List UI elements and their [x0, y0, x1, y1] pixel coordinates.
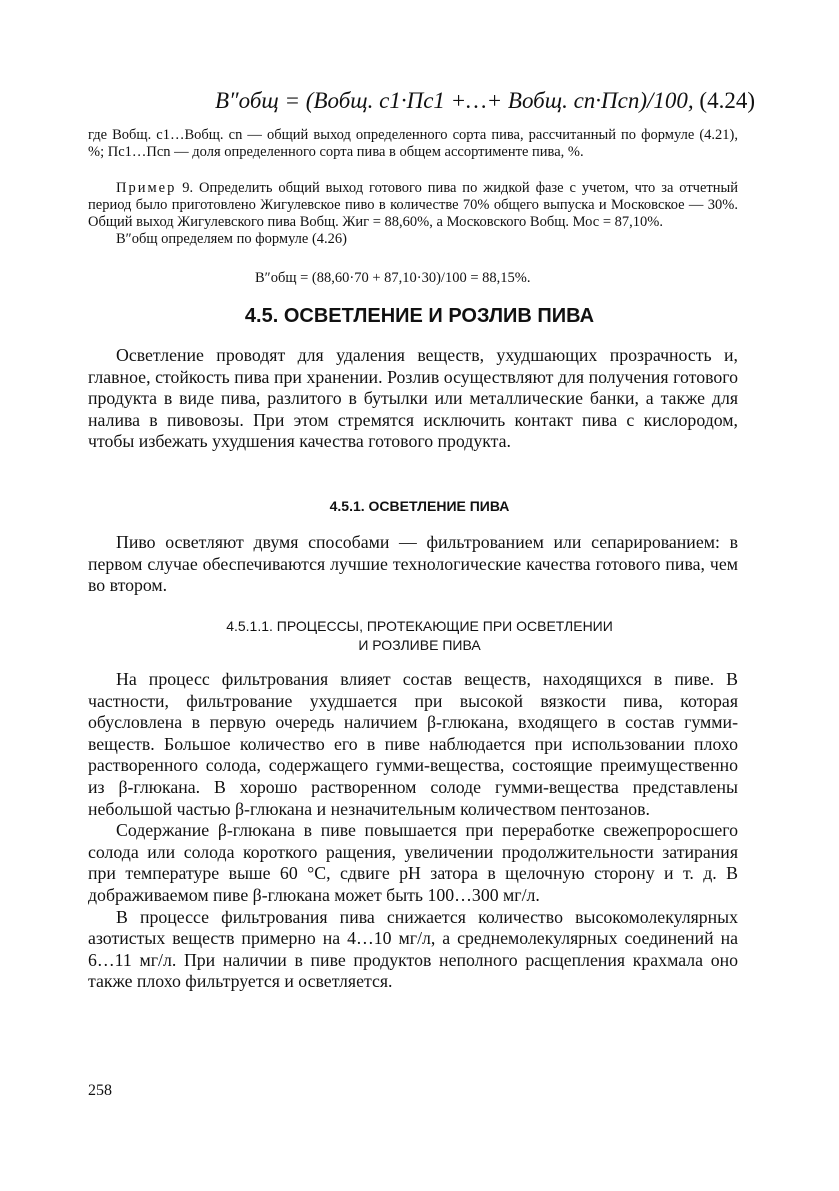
- example-label: Пример: [116, 180, 177, 196]
- section-heading: 4.5. ОСВЕТЛЕНИЕ И РОЗЛИВ ПИВА: [244, 305, 595, 327]
- paragraph: На процесс фильтрования влияет состав веществ, находящихся в пиве. В частности, фильтрование ухудшается при высокой вязкости пива, которая обусловлена в первую очередь наличием β-глюкана, входящего в состав гумми-веществ. Большое количество его в пиве наблюдается при использовании плохо растворенного солода, содержащего гумми-вещества, состоящие преимущественно из β-глюкана. В хорошо растворенном солоде гумми-вещества представлены небольшой частью β-глюкана и незначительным количеством пентозанов.: [88, 669, 738, 819]
- example-calculation: B″общ = (88,60·70 + 87,10·30)/100 = 88,15%.: [255, 270, 531, 286]
- formula-4-24: [215, 88, 755, 114]
- subsubsection-heading-line1: 4.5.1.1. ПРОЦЕССЫ, ПРОТЕКАЮЩИЕ ПРИ ОСВЕТЛЕНИИ: [226, 618, 613, 634]
- subsection-block: [88, 532, 738, 597]
- intro-paragraph: Осветление проводят для удаления веществ, ухудшающих прозрачность и, главное, стойкость пива при хранении. Розлив осуществляют для получения готового продукта в виде пива, разлитого в бутылки или металлические банки, а также для налива в пивовозы. При этом стремятся исключить контакт пива с кислородом, чтобы избежать ухудшения качества готового продукта.: [88, 345, 738, 452]
- intro-block: [88, 345, 738, 453]
- subsection-paragraph: Пиво осветляют двумя способами — фильтрованием или сепарированием: в первом случае обеспечиваются лучшие технологические качества готового пива, чем во втором.: [88, 532, 738, 596]
- subsection-heading: 4.5.1. ОСВЕТЛЕНИЕ ПИВА: [329, 498, 510, 514]
- page-number: 258: [88, 1082, 112, 1099]
- main-text: [88, 669, 738, 993]
- example-text: 9. Определить общий выход готового пива по жидкой фазе с учетом, что за отчетный период было приготовлено Жигулевское пиво в количестве 70% общего выпуска и Московское — 30%. Общий выход Жигулевского пива Bобщ. Жиг = 88,60%, а Московского Bобщ. Мос = 87,10%.: [88, 180, 738, 230]
- subsubsection-heading: [0, 617, 839, 655]
- formula-rhs: = (Bобщ. c1·Пc1 +…+ Bобщ. cn·Пcn)/100,: [284, 88, 694, 113]
- example-block: [88, 180, 738, 248]
- subsubsection-heading-line2: И РОЗЛИВЕ ПИВА: [358, 637, 481, 653]
- paragraph: Содержание β-глюкана в пиве повышается при переработке свежепроросшего солода или солода короткого ращения, увеличении продолжительности затирания при температуре выше 60 °С, сдвиге рН затора в щелочную сторону и т. д. В дображиваемом пиве β-глюкана может быть 100…300 мг/л.: [88, 820, 738, 905]
- formula-explanation: [88, 127, 738, 161]
- example-determine: B″общ определяем по формуле (4.26): [116, 231, 348, 247]
- equation-number: (4.24): [699, 88, 755, 113]
- formula-lhs: B″общ: [215, 88, 279, 113]
- paragraph: В процессе фильтрования пива снижается количество высокомолекулярных азотистых веществ примерно на 4…10 мг/л, а среднемолекулярных соединений на 6…11 мг/л. При наличии в пиве продуктов неполного расщепления крахмала оно также плохо фильтруется и осветляется.: [88, 906, 738, 992]
- example-paragraph: [88, 180, 738, 231]
- where-text: где Bобщ. c1…Bобщ. cn — общий выход определенного сорта пива, рассчитанный по формуле (4.21), %; Пc1…Пcn — доля определенного сорта пива в общем ассортименте пива, %.: [88, 127, 738, 160]
